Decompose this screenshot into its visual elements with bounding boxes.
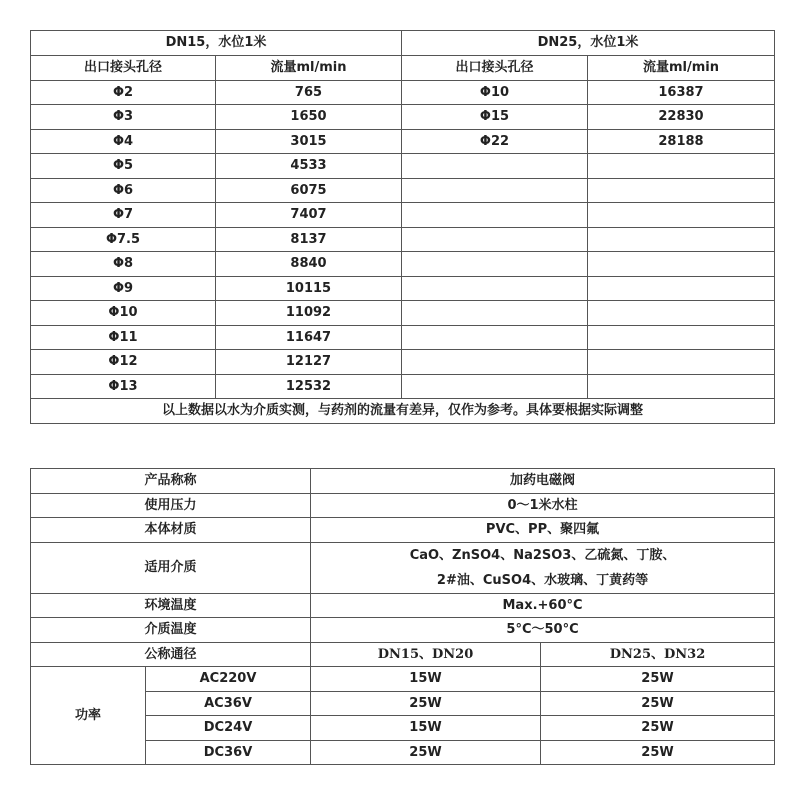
table-row (31, 276, 775, 301)
media-label: 适用介质 (31, 542, 311, 593)
voltage-cell: DC24V (146, 716, 311, 741)
flow-rate-table (30, 30, 775, 424)
product-name-value: 加药电磁阀 (311, 469, 775, 494)
dn15-hole-cell: Φ2 (31, 80, 216, 105)
table-row (31, 105, 775, 130)
media-temp-row (31, 618, 775, 643)
table-row (31, 80, 775, 105)
power-large-cell: 25W (541, 740, 775, 765)
dn15-flow-cell: 6075 (216, 178, 402, 203)
product-name-label: 产品称称 (31, 469, 311, 494)
dn25-group-title: DN25，水位1米 (402, 31, 775, 56)
dn25-flow-cell (588, 325, 775, 350)
power-small-cell: 25W (311, 691, 541, 716)
dn15-flow-cell: 765 (216, 80, 402, 105)
dn25-hole-header: 出口接头孔径 (402, 55, 588, 80)
voltage-cell: AC36V (146, 691, 311, 716)
media-row (31, 542, 775, 593)
dn15-flow-cell: 1650 (216, 105, 402, 130)
pressure-row (31, 493, 775, 518)
dn15-flow-cell: 8137 (216, 227, 402, 252)
env-temp-row (31, 593, 775, 618)
dn25-hole-cell (402, 203, 588, 228)
power-large-cell: 25W (541, 716, 775, 741)
media-temp-value: 5°C～50°C (311, 618, 775, 643)
dn15-flow-header: 流量ml/min (216, 55, 402, 80)
table-row (31, 203, 775, 228)
dn25-hole-cell (402, 154, 588, 179)
product-name-row (31, 469, 775, 494)
table-row (31, 154, 775, 179)
nominal-large: DN25、DN32 (541, 642, 775, 667)
dn25-flow-cell: 16387 (588, 80, 775, 105)
dn25-hole-cell (402, 374, 588, 399)
dn25-hole-cell (402, 252, 588, 277)
dn15-flow-cell: 11647 (216, 325, 402, 350)
power-label: 功率 (31, 667, 146, 765)
dn25-hole-cell: Φ15 (402, 105, 588, 130)
dn15-flow-cell: 12127 (216, 350, 402, 375)
pressure-label: 使用压力 (31, 493, 311, 518)
dn25-flow-cell (588, 252, 775, 277)
env-temp-value: Max.+60°C (311, 593, 775, 618)
material-value: PVC、PP、聚四氟 (311, 518, 775, 543)
voltage-cell: AC220V (146, 667, 311, 692)
voltage-cell: DC36V (146, 740, 311, 765)
dn15-hole-cell: Φ12 (31, 350, 216, 375)
dn25-hole-cell: Φ22 (402, 129, 588, 154)
dn15-hole-cell: Φ13 (31, 374, 216, 399)
dn25-flow-cell (588, 154, 775, 179)
dn15-flow-cell: 11092 (216, 301, 402, 326)
dn15-group-title: DN15，水位1米 (31, 31, 402, 56)
media-value (311, 542, 775, 593)
dn25-flow-cell: 22830 (588, 105, 775, 130)
dn25-hole-cell (402, 227, 588, 252)
dn15-hole-cell: Φ11 (31, 325, 216, 350)
dn15-hole-cell: Φ8 (31, 252, 216, 277)
dn15-flow-cell: 8840 (216, 252, 402, 277)
media-value-line2: 2#油、CuSO4、水玻璃、丁黄药等 (436, 572, 649, 588)
dn25-flow-cell (588, 178, 775, 203)
dn15-flow-cell: 10115 (216, 276, 402, 301)
spec-table (30, 468, 775, 765)
flow-group-header-row (31, 31, 775, 56)
dn25-hole-cell (402, 325, 588, 350)
dn25-flow-cell (588, 276, 775, 301)
note-row (31, 399, 775, 424)
dn25-flow-cell (588, 350, 775, 375)
dn15-flow-cell: 12532 (216, 374, 402, 399)
table-row (31, 325, 775, 350)
dn25-hole-cell (402, 350, 588, 375)
media-temp-label: 介质温度 (31, 618, 311, 643)
dn15-flow-cell: 7407 (216, 203, 402, 228)
dn15-hole-cell: Φ7 (31, 203, 216, 228)
dn25-flow-cell (588, 203, 775, 228)
nominal-row (31, 642, 775, 667)
dn15-hole-cell: Φ4 (31, 129, 216, 154)
nominal-label: 公称通径 (31, 642, 311, 667)
table-row (31, 178, 775, 203)
dn25-flow-cell (588, 227, 775, 252)
table-row (31, 301, 775, 326)
dn25-hole-cell (402, 178, 588, 203)
table-row (31, 350, 775, 375)
dn15-hole-cell: Φ10 (31, 301, 216, 326)
dn25-flow-cell (588, 301, 775, 326)
table-row (31, 374, 775, 399)
dn15-flow-cell: 4533 (216, 154, 402, 179)
dn25-flow-header: 流量ml/min (588, 55, 775, 80)
power-small-cell: 25W (311, 740, 541, 765)
dn25-flow-cell: 28188 (588, 129, 775, 154)
power-large-cell: 25W (541, 667, 775, 692)
dn15-hole-header: 出口接头孔径 (31, 55, 216, 80)
power-large-cell: 25W (541, 691, 775, 716)
dn25-hole-cell (402, 276, 588, 301)
table-row (31, 252, 775, 277)
table-row (31, 129, 775, 154)
flow-column-header-row (31, 55, 775, 80)
power-small-cell: 15W (311, 716, 541, 741)
dn15-hole-cell: Φ9 (31, 276, 216, 301)
dn25-flow-cell (588, 374, 775, 399)
material-label: 本体材质 (31, 518, 311, 543)
dn15-hole-cell: Φ3 (31, 105, 216, 130)
material-row (31, 518, 775, 543)
nominal-small: DN15、DN20 (311, 642, 541, 667)
media-value-line1: CaO、ZnSO4、Na2SO3、乙硫氮、丁胺、 (409, 547, 676, 563)
table-row (31, 227, 775, 252)
dn25-hole-cell (402, 301, 588, 326)
power-small-cell: 15W (311, 667, 541, 692)
flow-note: 以上数据以水为介质实测，与药剂的流量有差异，仅作为参考。具体要根据实际调整 (31, 399, 775, 424)
dn15-hole-cell: Φ6 (31, 178, 216, 203)
dn15-hole-cell: Φ5 (31, 154, 216, 179)
env-temp-label: 环境温度 (31, 593, 311, 618)
dn25-hole-cell: Φ10 (402, 80, 588, 105)
pressure-value: 0～1米水柱 (311, 493, 775, 518)
dn15-flow-cell: 3015 (216, 129, 402, 154)
dn15-hole-cell: Φ7.5 (31, 227, 216, 252)
power-row (31, 667, 775, 692)
